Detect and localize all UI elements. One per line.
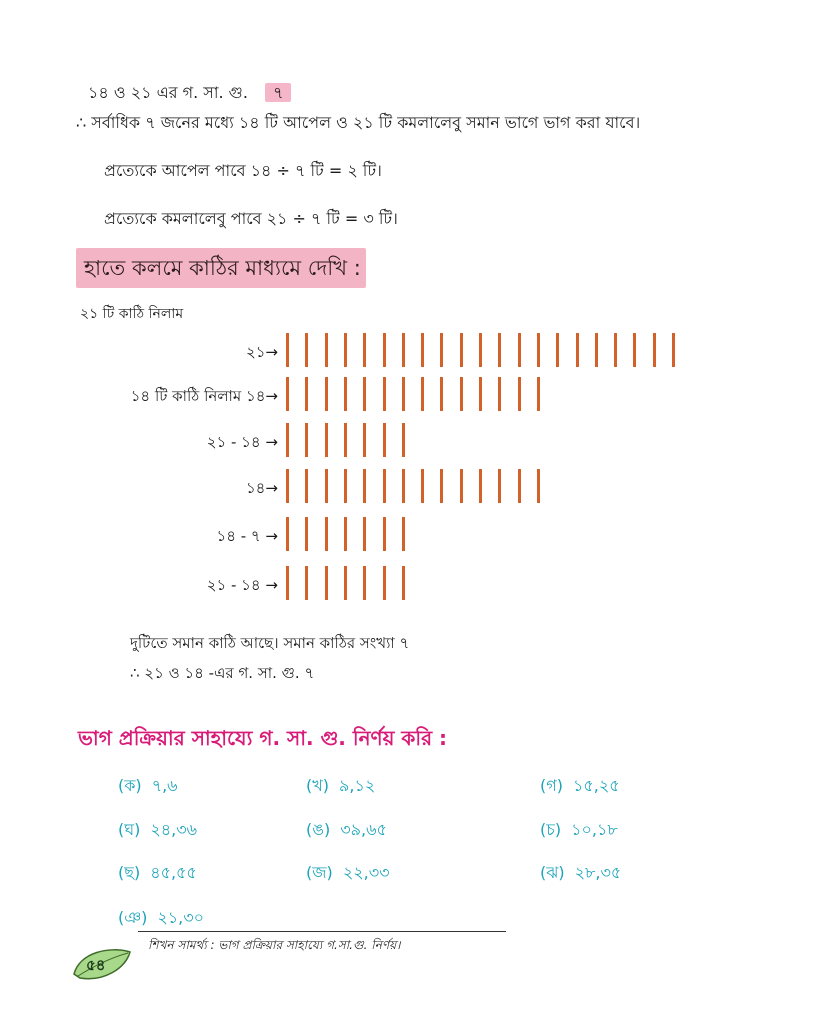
sticks-summary: দুটিতে সমান কাঠি আছে। সমান কাঠির সংখ্যা ৭ bbox=[130, 634, 410, 652]
exercise-item bbox=[540, 860, 621, 887]
exercise-item bbox=[118, 860, 197, 887]
stick bbox=[614, 333, 617, 367]
stick bbox=[421, 377, 424, 411]
stick bbox=[325, 517, 328, 551]
stick bbox=[421, 469, 424, 503]
exercise-item-value: ৩৯,৬৫ bbox=[340, 820, 387, 839]
exercise-item bbox=[118, 773, 178, 800]
exercise-item-value: ২১,৩০ bbox=[157, 908, 205, 927]
stick bbox=[440, 333, 443, 367]
stick bbox=[363, 377, 366, 411]
stick bbox=[383, 333, 386, 367]
stick bbox=[363, 517, 366, 551]
footer-divider bbox=[138, 931, 506, 932]
sticks-result: ∴ ২১ ও ১৪ -এর গ. সা. গু. ৭ bbox=[130, 664, 315, 682]
exercise-item-value: ৯,১২ bbox=[339, 776, 376, 795]
exercise-item-label: (ঘ) bbox=[118, 820, 141, 839]
exercise-item-label: (ঙ) bbox=[306, 820, 331, 839]
stick bbox=[305, 566, 308, 600]
exercise-item-label: (ছ) bbox=[118, 863, 141, 882]
stick-row-label: ১৪ টি কাঠি নিলাম ১৪→ bbox=[130, 387, 278, 405]
stick bbox=[286, 377, 289, 411]
stick-row-label: ১৪ - ৭ → bbox=[216, 527, 278, 545]
conclusion-line: ∴ সর্বাধিক ৭ জনের মধ্যে ১৪ টি আপেল ও ২১ টি কমলালেবু সমান ভাগে ভাগ করা যাবে। bbox=[76, 113, 641, 132]
exercise-item-value: ২৮,৩৫ bbox=[574, 863, 622, 882]
stick bbox=[363, 469, 366, 503]
footer-note: শিখন সামর্থ্য : ভাগ প্রক্রিয়ার সাহায্যে গ.সা.গু. নির্ণয়। bbox=[148, 938, 401, 952]
stick bbox=[344, 517, 347, 551]
stick bbox=[460, 377, 463, 411]
exercise-item-label: (চ) bbox=[540, 820, 562, 839]
stick bbox=[498, 333, 501, 367]
stick bbox=[363, 333, 366, 367]
exercise-item bbox=[306, 817, 387, 844]
stick bbox=[440, 377, 443, 411]
stick bbox=[460, 333, 463, 367]
stick bbox=[537, 469, 540, 503]
stick-row-label: ২১→ bbox=[245, 343, 278, 361]
gcd-statement-label: ১৪ ও ২১ এর গ. সা. গু. bbox=[88, 83, 248, 102]
stick bbox=[383, 517, 386, 551]
stick-row-label: ২১ - ১৪ → bbox=[206, 433, 278, 451]
apple-share-line: প্রত্যেকে আপেল পাবে ১৪ ÷ ৭ টি = ২ টি। bbox=[104, 161, 382, 180]
exercise-item-value: ১০,১৮ bbox=[571, 820, 618, 839]
stick bbox=[325, 423, 328, 457]
exercise-item bbox=[540, 817, 618, 844]
section-banner: হাতে কলমে কাঠির মাধ্যমে দেখি : bbox=[76, 248, 366, 288]
stick bbox=[325, 333, 328, 367]
stick bbox=[402, 333, 405, 367]
stick bbox=[402, 469, 405, 503]
stick bbox=[518, 469, 521, 503]
stick bbox=[363, 566, 366, 600]
page-number: ৫৪ bbox=[86, 956, 106, 974]
exercise-item-value: ২২,৩৩ bbox=[342, 863, 390, 882]
exercise-title: ভাগ প্রক্রিয়ার সাহায্যে গ. সা. গু. নির্ণয় করি : bbox=[78, 726, 448, 750]
exercise-item-value: ১৫,২৫ bbox=[572, 776, 620, 795]
exercise-item bbox=[118, 905, 204, 932]
stick bbox=[633, 333, 636, 367]
stick-row-label: ১৪→ bbox=[245, 479, 278, 497]
stick bbox=[344, 377, 347, 411]
stick bbox=[402, 566, 405, 600]
stick bbox=[537, 377, 540, 411]
exercise-item-label: (গ) bbox=[540, 776, 563, 795]
exercise-item-label: (জ) bbox=[306, 863, 333, 882]
stick bbox=[672, 333, 675, 367]
stick bbox=[344, 566, 347, 600]
stick bbox=[498, 469, 501, 503]
stick bbox=[479, 377, 482, 411]
stick bbox=[402, 377, 405, 411]
stick bbox=[305, 377, 308, 411]
exercise-item-label: (খ) bbox=[306, 776, 329, 795]
stick bbox=[383, 377, 386, 411]
stick bbox=[479, 333, 482, 367]
gcd-statement bbox=[88, 80, 291, 107]
stick bbox=[325, 377, 328, 411]
stick bbox=[556, 333, 559, 367]
stick bbox=[325, 469, 328, 503]
stick bbox=[402, 517, 405, 551]
stick bbox=[383, 469, 386, 503]
stick bbox=[440, 469, 443, 503]
stick bbox=[344, 469, 347, 503]
exercise-item-value: ৪৫,৫৫ bbox=[150, 863, 197, 882]
stick bbox=[344, 423, 347, 457]
exercise-item-value: ৭,৬ bbox=[151, 776, 178, 795]
stick bbox=[305, 333, 308, 367]
exercise-item-label: (ঝ) bbox=[540, 863, 565, 882]
stick bbox=[344, 333, 347, 367]
stick bbox=[518, 377, 521, 411]
stick bbox=[305, 469, 308, 503]
stick bbox=[383, 566, 386, 600]
stick bbox=[305, 423, 308, 457]
stick bbox=[286, 566, 289, 600]
stick bbox=[537, 333, 540, 367]
stick bbox=[576, 333, 579, 367]
stick bbox=[479, 469, 482, 503]
stick-row-label: ২১ - ১৪ → bbox=[206, 576, 278, 594]
stick bbox=[363, 423, 366, 457]
stick bbox=[518, 333, 521, 367]
stick bbox=[498, 377, 501, 411]
exercise-item-label: (ঞ) bbox=[118, 908, 148, 927]
gcd-value-highlight: ৭ bbox=[265, 83, 291, 102]
orange-share-line: প্রত্যেকে কমলালেবু পাবে ২১ ÷ ৭ টি = ৩ টি। bbox=[104, 209, 398, 228]
exercise-item bbox=[306, 773, 375, 800]
stick bbox=[460, 469, 463, 503]
stick bbox=[286, 423, 289, 457]
exercise-item bbox=[540, 773, 620, 800]
stick bbox=[286, 333, 289, 367]
stick bbox=[305, 517, 308, 551]
exercise-item-label: (ক) bbox=[118, 776, 142, 795]
stick bbox=[325, 566, 328, 600]
stick bbox=[286, 517, 289, 551]
stick bbox=[383, 423, 386, 457]
sticks-heading: ২১ টি কাঠি নিলাম bbox=[80, 306, 184, 322]
stick bbox=[286, 469, 289, 503]
stick bbox=[595, 333, 598, 367]
exercise-item bbox=[118, 817, 197, 844]
exercise-item-value: ২৪,৩৬ bbox=[150, 820, 198, 839]
stick bbox=[402, 423, 405, 457]
exercise-item bbox=[306, 860, 390, 887]
stick bbox=[421, 333, 424, 367]
stick bbox=[653, 333, 656, 367]
